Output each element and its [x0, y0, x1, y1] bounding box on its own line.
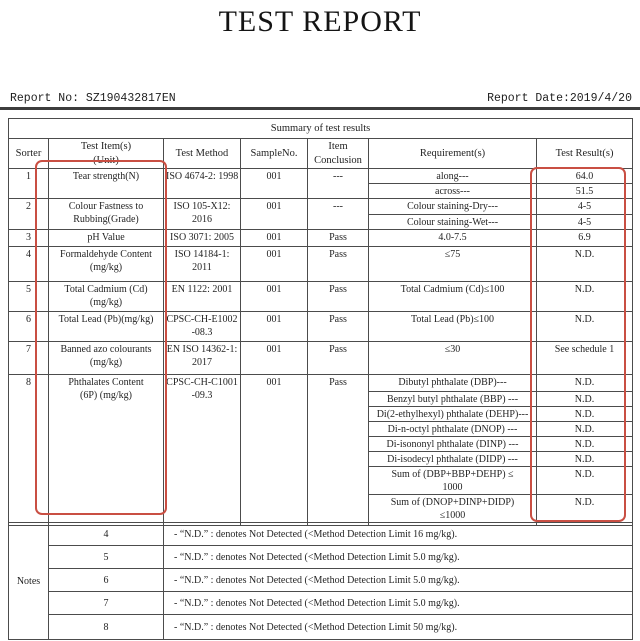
- result-cell: N.D.: [537, 407, 633, 422]
- sorter-cell: 4: [9, 247, 49, 282]
- sorter-cell: 6: [9, 312, 49, 342]
- note-text: - “N.D.” : denotes Not Detected (<Method Detection Limit 5.0 mg/kg).: [164, 569, 633, 592]
- result-cell: 51.5: [537, 184, 633, 199]
- sample-no-cell: 001: [241, 342, 308, 375]
- test-method-cell: [164, 312, 241, 342]
- test-item-line: Colour Fastness to: [68, 201, 144, 212]
- item-conclusion-cell: Pass: [308, 230, 369, 247]
- col-header-test-results: Test Result(s): [537, 139, 633, 169]
- test-item-cell: [49, 312, 164, 342]
- requirement-line: Di-isodecyl phthalate (DIDP) ---: [387, 454, 518, 465]
- col-header-test-item-line1: Test Item(s): [80, 141, 132, 153]
- result-cell: N.D.: [537, 375, 633, 392]
- requirement-line: Colour staining-Wet---: [406, 217, 499, 228]
- summary-caption: Summary of test results: [9, 119, 633, 139]
- test-method-line: -09.3: [191, 390, 213, 401]
- test-method-cell: [164, 375, 241, 526]
- requirement-cell: [369, 184, 537, 199]
- test-method-line: 2011: [192, 262, 212, 273]
- col-header-item-conclusion-line2: Conclusion: [314, 154, 362, 166]
- item-conclusion-cell: Pass: [308, 247, 369, 282]
- note-number: 5: [49, 546, 164, 569]
- summary-row-8: [9, 375, 633, 392]
- result-cell: See schedule 1: [537, 342, 633, 375]
- requirement-line: ≤30: [444, 344, 461, 355]
- item-conclusion-cell: Pass: [308, 342, 369, 375]
- result-cell: N.D.: [537, 467, 633, 495]
- col-header-test-item: [49, 139, 164, 169]
- test-item-line: Phthalates Content: [68, 377, 144, 388]
- summary-row-2: [9, 199, 633, 215]
- note-number: 6: [49, 569, 164, 592]
- requirement-line: Di(2-ethylhexyl) phthalate (DEHP)---: [376, 409, 529, 420]
- requirement-line: across---: [435, 186, 470, 197]
- test-item-line: (mg/kg): [89, 262, 123, 273]
- requirement-line: ≤75: [444, 249, 461, 260]
- item-conclusion-cell: Pass: [308, 375, 369, 526]
- test-item-line: Total Lead (Pb)(mg/kg): [58, 314, 154, 325]
- test-method-line: CPSC-CH-C1001: [166, 377, 238, 388]
- result-cell: N.D.: [537, 392, 633, 407]
- note-text: - “N.D.” : denotes Not Detected (<Method Detection Limit 50 mg/kg).: [164, 615, 633, 640]
- requirement-cell: [369, 342, 537, 375]
- test-method-line: CPSC-CH-E1002: [166, 314, 238, 325]
- requirement-cell: [369, 452, 537, 467]
- notes-label: Notes: [9, 523, 49, 640]
- test-item-cell: [49, 199, 164, 230]
- col-header-sample-no: SampleNo.: [241, 139, 308, 169]
- result-cell: 6.9: [537, 230, 633, 247]
- test-method-line: ISO 105-X12:: [173, 201, 231, 212]
- sorter-cell: 1: [9, 169, 49, 199]
- sample-no-cell: 001: [241, 375, 308, 526]
- test-item-cell: [49, 342, 164, 375]
- test-item-line: pH Value: [87, 232, 125, 243]
- result-cell: N.D.: [537, 495, 633, 526]
- note-row: [9, 546, 633, 569]
- result-cell: N.D.: [537, 437, 633, 452]
- sorter-cell: 3: [9, 230, 49, 247]
- requirement-line: Dibutyl phthalate (DBP)---: [398, 377, 507, 388]
- test-item-cell: [49, 247, 164, 282]
- test-method-cell: [164, 230, 241, 247]
- note-text: - “N.D.” : denotes Not Detected (<Method Detection Limit 5.0 mg/kg).: [164, 546, 633, 569]
- col-header-item-conclusion-line1: Item: [328, 141, 348, 153]
- summary-row-5: [9, 282, 633, 312]
- note-row: [9, 523, 633, 546]
- requirement-cell: [369, 495, 537, 526]
- requirement-cell: [369, 422, 537, 437]
- test-method-line: 2017: [192, 357, 212, 368]
- test-item-line: (6P) (mg/kg): [80, 390, 132, 401]
- sample-no-cell: 001: [241, 282, 308, 312]
- summary-row-3: [9, 230, 633, 247]
- summary-row-4: [9, 247, 633, 282]
- col-header-sorter: Sorter: [9, 139, 49, 169]
- note-number: 4: [49, 523, 164, 546]
- test-method-cell: [164, 342, 241, 375]
- test-method-line: -08.3: [191, 327, 213, 338]
- test-item-cell: [49, 169, 164, 199]
- test-item-line: Tear strength(N): [72, 171, 140, 182]
- note-number: 7: [49, 592, 164, 615]
- test-method-line: 2016: [192, 214, 212, 225]
- requirement-line: ≤1000: [439, 510, 466, 521]
- report-number: Report No: SZ190432817EN: [10, 92, 176, 105]
- requirement-cell: [369, 392, 537, 407]
- page-title: TEST REPORT: [218, 5, 422, 38]
- sorter-cell: 8: [9, 375, 49, 526]
- requirement-line: Total Cadmium (Cd)≤100: [400, 284, 505, 295]
- sample-no-cell: 001: [241, 199, 308, 230]
- test-method-line: ISO 3071: 2005: [170, 232, 234, 243]
- report-date: Report Date:2019/4/20: [487, 92, 632, 105]
- result-cell: N.D.: [537, 452, 633, 467]
- sample-no-cell: 001: [241, 312, 308, 342]
- requirement-cell: [369, 282, 537, 312]
- result-cell: N.D.: [537, 282, 633, 312]
- requirement-line: Di-isononyl phthalate (DINP) ---: [386, 439, 519, 450]
- requirement-cell: [369, 215, 537, 230]
- test-item-line: Formaldehyde Content: [60, 249, 152, 260]
- result-cell: 4-5: [537, 199, 633, 215]
- requirement-cell: [369, 467, 537, 495]
- sample-no-cell: 001: [241, 230, 308, 247]
- requirement-cell: [369, 407, 537, 422]
- sorter-cell: 2: [9, 199, 49, 230]
- result-cell: N.D.: [537, 247, 633, 282]
- note-text: - “N.D.” : denotes Not Detected (<Method Detection Limit 16 mg/kg).: [164, 523, 633, 546]
- sample-no-cell: 001: [241, 247, 308, 282]
- item-conclusion-cell: ---: [308, 199, 369, 230]
- test-method-cell: [164, 247, 241, 282]
- item-conclusion-cell: Pass: [308, 312, 369, 342]
- summary-row-1: [9, 169, 633, 184]
- test-method-cell: [164, 282, 241, 312]
- requirement-line: Total Lead (Pb)≤100: [410, 314, 495, 325]
- summary-row-6: [9, 312, 633, 342]
- requirement-line: Di-n-octyl phthalate (DNOP) ---: [387, 424, 518, 435]
- requirement-line: Sum of (DNOP+DINP+DIDP): [390, 497, 515, 508]
- result-cell: N.D.: [537, 422, 633, 437]
- test-method-cell: [164, 199, 241, 230]
- test-method-cell: [164, 169, 241, 199]
- test-item-line: (mg/kg): [89, 357, 123, 368]
- summary-header-row: [9, 139, 633, 169]
- requirement-cell: [369, 169, 537, 184]
- requirement-cell: [369, 247, 537, 282]
- notes-table: [8, 522, 633, 640]
- test-method-line: ISO 4674-2: 1998: [166, 171, 239, 182]
- header-divider: [0, 107, 640, 110]
- test-item-line: (mg/kg): [89, 297, 123, 308]
- requirement-line: Colour staining-Dry---: [407, 201, 498, 212]
- note-row: [9, 615, 633, 640]
- test-item-line: Rubbing(Grade): [73, 214, 139, 225]
- test-item-line: Banned azo colourants: [60, 344, 152, 355]
- requirement-line: along---: [436, 171, 469, 182]
- test-method-line: EN 1122: 2001: [171, 284, 233, 295]
- test-item-cell: [49, 282, 164, 312]
- note-row: [9, 569, 633, 592]
- requirement-line: 4.0-7.5: [438, 232, 467, 243]
- result-cell: 64.0: [537, 169, 633, 184]
- sorter-cell: 7: [9, 342, 49, 375]
- sample-no-cell: 001: [241, 169, 308, 199]
- requirement-line: Sum of (DBP+BBP+DEHP) ≤: [391, 469, 514, 480]
- note-number: 8: [49, 615, 164, 640]
- requirement-cell: [369, 437, 537, 452]
- item-conclusion-cell: ---: [308, 169, 369, 199]
- requirement-cell: [369, 230, 537, 247]
- col-header-test-item-line2: (Unit): [93, 154, 119, 166]
- summary-caption-row: [9, 119, 633, 139]
- requirement-cell: [369, 312, 537, 342]
- col-header-item-conclusion: [308, 139, 369, 169]
- requirement-cell: [369, 199, 537, 215]
- test-method-line: ISO 14184-1:: [174, 249, 230, 260]
- test-item-cell: [49, 375, 164, 526]
- test-item-line: Total Cadmium (Cd): [64, 284, 148, 295]
- item-conclusion-cell: Pass: [308, 282, 369, 312]
- note-text: - “N.D.” : denotes Not Detected (<Method Detection Limit 5.0 mg/kg).: [164, 592, 633, 615]
- requirement-line: 1000: [442, 482, 463, 493]
- sorter-cell: 5: [9, 282, 49, 312]
- requirement-cell: [369, 375, 537, 392]
- col-header-test-method: Test Method: [164, 139, 241, 169]
- result-cell: N.D.: [537, 312, 633, 342]
- note-row: [9, 592, 633, 615]
- col-header-requirements: Requirement(s): [369, 139, 537, 169]
- summary-row-7: [9, 342, 633, 375]
- test-method-line: EN ISO 14362-1:: [166, 344, 238, 355]
- test-item-cell: [49, 230, 164, 247]
- report-meta-line: [10, 92, 632, 105]
- requirement-line: Benzyl butyl phthalate (BBP) ---: [386, 394, 519, 405]
- result-cell: 4-5: [537, 215, 633, 230]
- summary-table: [8, 118, 633, 526]
